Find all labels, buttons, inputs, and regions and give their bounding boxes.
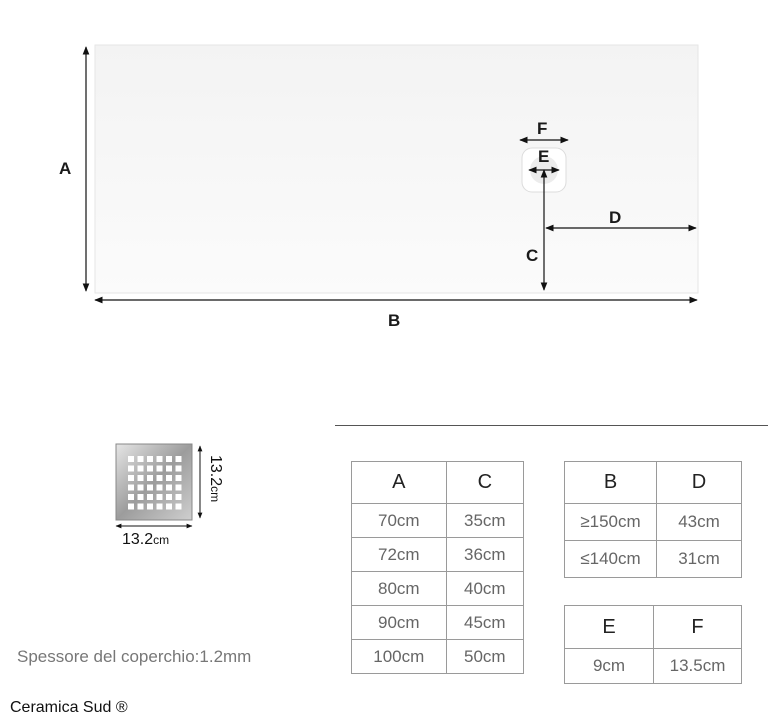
- grate-hole: [157, 466, 163, 472]
- header-f: F: [654, 606, 742, 649]
- table-cell: 43cm: [657, 504, 742, 541]
- table-cell: 13.5cm: [654, 649, 742, 684]
- table-cell: 100cm: [352, 640, 447, 674]
- grate-drawing: [108, 440, 218, 535]
- grate-hole: [157, 456, 163, 462]
- grate-hole: [138, 456, 144, 462]
- label-e: E: [538, 147, 550, 166]
- table-cell: 50cm: [446, 640, 523, 674]
- grate-hole: [166, 475, 172, 481]
- table-cell: 35cm: [446, 504, 523, 538]
- header-a: A: [352, 462, 447, 504]
- table-cell: 70cm: [352, 504, 447, 538]
- table-cell: 9cm: [565, 649, 654, 684]
- table-cell: 90cm: [352, 606, 447, 640]
- header-d: D: [657, 462, 742, 504]
- grate-hole: [147, 475, 153, 481]
- grate-hole: [176, 456, 182, 462]
- table-cell: 72cm: [352, 538, 447, 572]
- grate-width-label: 13.2cm: [122, 531, 170, 548]
- grate-hole: [176, 475, 182, 481]
- label-b: B: [388, 311, 401, 330]
- grate-hole: [128, 485, 134, 491]
- grate-hole: [147, 466, 153, 472]
- table-a-c: [351, 461, 524, 674]
- grate-hole: [138, 494, 144, 500]
- separator: [335, 425, 768, 426]
- label-f: F: [537, 119, 548, 138]
- grate-hole: [138, 475, 144, 481]
- grate-hole: [128, 504, 134, 510]
- grate-hole: [138, 466, 144, 472]
- grate-hole: [147, 504, 153, 510]
- table-cell: 36cm: [446, 538, 523, 572]
- grate-hole: [128, 494, 134, 500]
- label-a: A: [59, 159, 72, 178]
- grate-hole: [176, 466, 182, 472]
- header-e: E: [565, 606, 654, 649]
- grate-hole: [166, 504, 172, 510]
- header-b: B: [565, 462, 657, 504]
- grate-hole: [157, 494, 163, 500]
- grate-hole: [157, 485, 163, 491]
- label-c: C: [526, 246, 539, 265]
- header-c: C: [446, 462, 523, 504]
- grate-hole: [166, 466, 172, 472]
- grate-hole: [128, 466, 134, 472]
- grate-hole: [128, 475, 134, 481]
- table-b-d: [564, 461, 742, 578]
- grate-hole: [147, 485, 153, 491]
- table-e-f: [564, 605, 742, 684]
- table-cell: ≥150cm: [565, 504, 657, 541]
- label-d: D: [609, 208, 622, 227]
- grate-hole: [157, 475, 163, 481]
- grate-hole: [138, 485, 144, 491]
- grate-hole: [166, 494, 172, 500]
- grate-hole: [166, 456, 172, 462]
- table-cell: 31cm: [657, 541, 742, 578]
- grate-height-label: 13.2cm: [207, 455, 224, 503]
- table-cell: 45cm: [446, 606, 523, 640]
- shower-tray: [95, 45, 698, 293]
- table-cell: 40cm: [446, 572, 523, 606]
- grate-hole: [138, 504, 144, 510]
- grate-hole: [176, 485, 182, 491]
- grate-hole: [128, 456, 134, 462]
- grate-hole: [147, 456, 153, 462]
- grate-hole: [176, 494, 182, 500]
- table-cell: 80cm: [352, 572, 447, 606]
- grate-hole: [166, 485, 172, 491]
- grate-hole: [157, 504, 163, 510]
- grate-hole: [147, 494, 153, 500]
- cover-thickness-note: Spessore del coperchio:1.2mm: [17, 647, 252, 666]
- table-cell: ≤140cm: [565, 541, 657, 578]
- grate-hole: [176, 504, 182, 510]
- brand-name: Ceramica Sud ®: [10, 699, 128, 716]
